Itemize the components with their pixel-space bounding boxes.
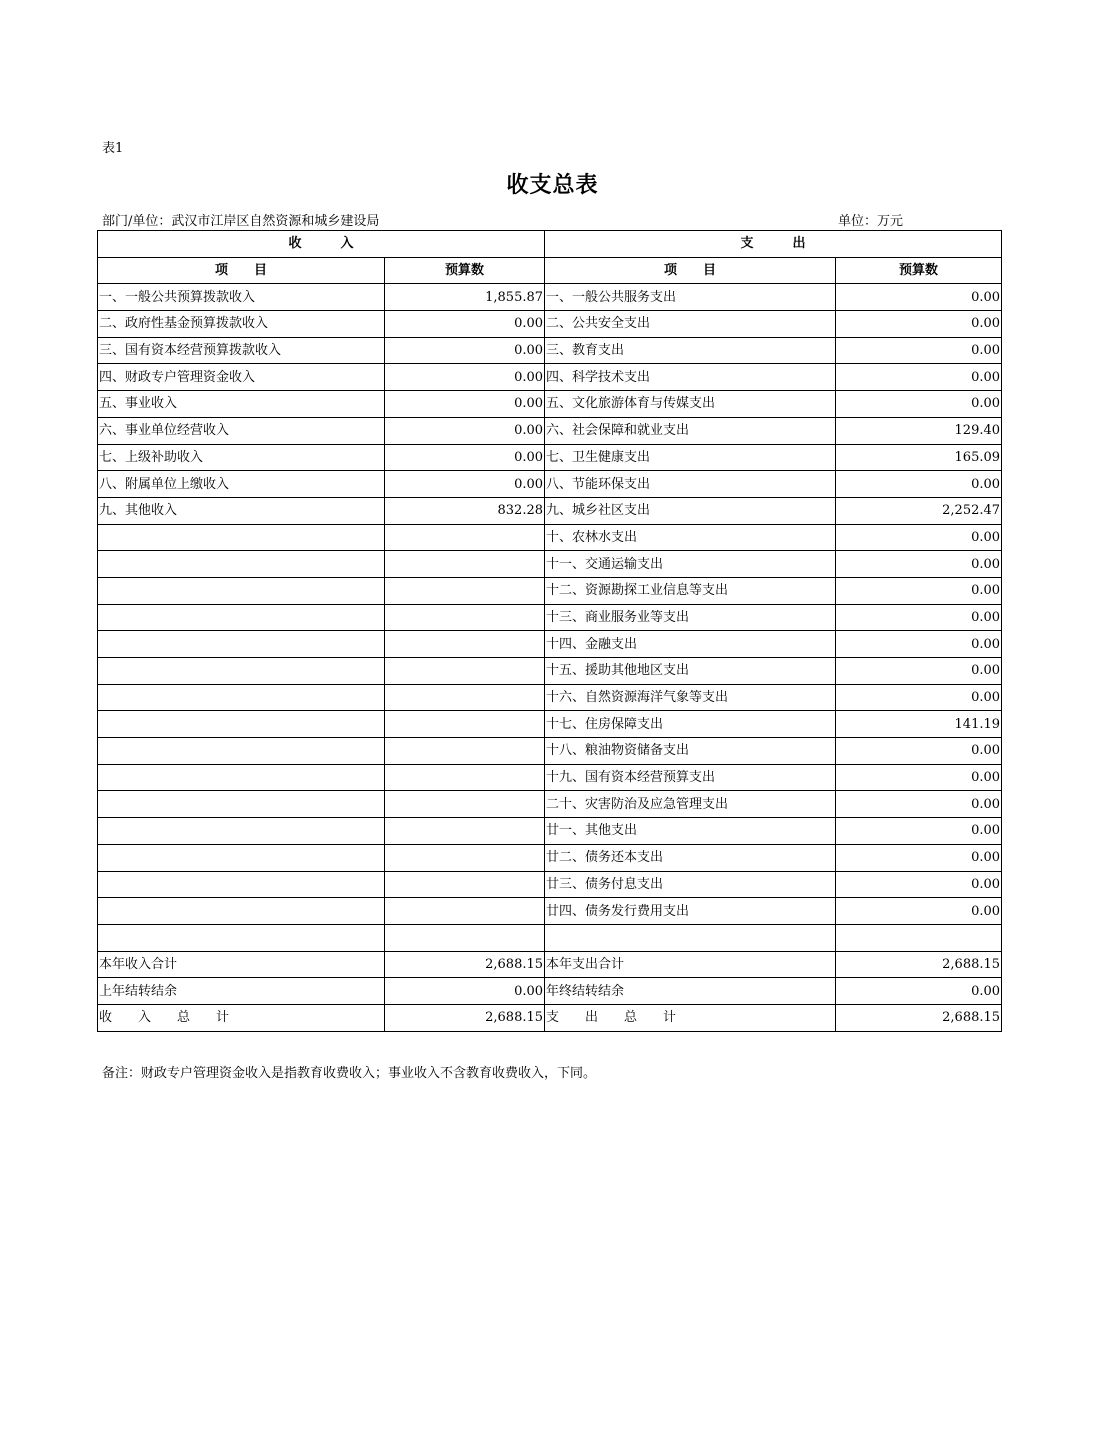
expense-item-cell: 本年支出合计 (545, 951, 836, 978)
expense-item-cell: 五、文化旅游体育与传媒支出 (545, 391, 836, 418)
expense-value-cell: 0.00 (836, 764, 1002, 791)
income-item-cell: 上年结转结余 (98, 978, 385, 1005)
expense-value-cell: 0.00 (836, 978, 1002, 1005)
expense-value-cell: 2,688.15 (836, 951, 1002, 978)
income-item-cell: 三、国有资本经营预算拨款收入 (98, 337, 385, 364)
income-value-cell (385, 898, 545, 925)
expense-item-cell: 十三、商业服务业等支出 (545, 604, 836, 631)
income-item-cell: 一、一般公共预算拨款收入 (98, 284, 385, 311)
income-value-cell: 0.00 (385, 391, 545, 418)
income-value-cell (385, 844, 545, 871)
income-item-cell: 九、其他收入 (98, 497, 385, 524)
expense-value-cell: 0.00 (836, 337, 1002, 364)
income-item-cell (98, 524, 385, 551)
expense-item-cell: 三、教育支出 (545, 337, 836, 364)
income-item-cell: 四、财政专户管理资金收入 (98, 364, 385, 391)
table-row (98, 738, 1002, 765)
expense-item-cell: 廿四、债务发行费用支出 (545, 898, 836, 925)
table-body (98, 284, 1002, 1031)
expense-value-cell: 0.00 (836, 844, 1002, 871)
table-row (98, 924, 1002, 951)
table-row (98, 631, 1002, 658)
expense-value-cell: 0.00 (836, 284, 1002, 311)
expense-item-cell: 十七、住房保障支出 (545, 711, 836, 738)
expense-item-cell: 十、农林水支出 (545, 524, 836, 551)
income-value-cell: 0.00 (385, 471, 545, 498)
expense-value-cell: 0.00 (836, 631, 1002, 658)
income-value-cell (385, 711, 545, 738)
expense-item-cell (545, 924, 836, 951)
expense-value-cell: 2,252.47 (836, 497, 1002, 524)
income-value-cell: 0.00 (385, 311, 545, 338)
income-budget-header: 预算数 (385, 257, 545, 284)
income-item-cell (98, 577, 385, 604)
expense-item-cell: 七、卫生健康支出 (545, 444, 836, 471)
expense-item-cell: 十六、自然资源海洋气象等支出 (545, 684, 836, 711)
table-row (98, 684, 1002, 711)
expense-item-cell: 六、社会保障和就业支出 (545, 417, 836, 444)
income-value-cell (385, 764, 545, 791)
income-item-cell: 本年收入合计 (98, 951, 385, 978)
income-value-cell: 0.00 (385, 337, 545, 364)
expense-item-cell: 年终结转结余 (545, 978, 836, 1005)
expense-item-cell: 一、一般公共服务支出 (545, 284, 836, 311)
footnote: 备注：财政专户管理资金收入是指教育收费收入；事业收入不含教育收费收入，下同。 (102, 1066, 597, 1081)
expense-value-cell: 0.00 (836, 311, 1002, 338)
table-row (98, 978, 1002, 1005)
table-row (98, 497, 1002, 524)
income-value-cell: 2,688.15 (385, 951, 545, 978)
expense-value-cell: 0.00 (836, 604, 1002, 631)
income-value-cell: 0.00 (385, 417, 545, 444)
expense-item-cell: 十四、金融支出 (545, 631, 836, 658)
expense-value-cell: 0.00 (836, 818, 1002, 845)
table-row (98, 284, 1002, 311)
expense-value-cell: 2,688.15 (836, 1004, 1002, 1031)
table-row (98, 444, 1002, 471)
table-row (98, 337, 1002, 364)
expense-value-cell: 0.00 (836, 684, 1002, 711)
expense-item-cell: 九、城乡社区支出 (545, 497, 836, 524)
expense-value-cell: 141.19 (836, 711, 1002, 738)
table-row (98, 844, 1002, 871)
expense-budget-header: 预算数 (836, 257, 1002, 284)
income-item-cell (98, 631, 385, 658)
income-item-header: 项 目 (98, 257, 385, 284)
income-value-cell (385, 524, 545, 551)
table-row (98, 417, 1002, 444)
income-group-header: 收 入 (98, 231, 545, 258)
income-item-cell (98, 684, 385, 711)
income-item-cell: 二、政府性基金预算拨款收入 (98, 311, 385, 338)
expense-item-cell: 八、节能环保支出 (545, 471, 836, 498)
column-header-row (98, 257, 1002, 284)
expense-value-cell: 0.00 (836, 551, 1002, 578)
income-item-cell: 八、附属单位上缴收入 (98, 471, 385, 498)
budget-summary-table (97, 230, 1002, 1032)
income-item-cell (98, 551, 385, 578)
page-title: 收支总表 (506, 173, 599, 198)
income-item-cell: 六、事业单位经营收入 (98, 417, 385, 444)
expense-item-cell: 廿一、其他支出 (545, 818, 836, 845)
income-value-cell (385, 631, 545, 658)
income-value-cell (385, 791, 545, 818)
expense-value-cell: 0.00 (836, 791, 1002, 818)
expense-group-header: 支 出 (545, 231, 1002, 258)
expense-value-cell: 0.00 (836, 524, 1002, 551)
table-row (98, 524, 1002, 551)
table-row (98, 1004, 1002, 1031)
income-item-cell (98, 764, 385, 791)
expense-item-cell: 十五、援助其他地区支出 (545, 658, 836, 685)
table-row (98, 764, 1002, 791)
income-value-cell: 832.28 (385, 497, 545, 524)
expense-item-header: 项 目 (545, 257, 836, 284)
table-row (98, 818, 1002, 845)
income-item-cell (98, 898, 385, 925)
income-item-cell (98, 658, 385, 685)
table-row (98, 658, 1002, 685)
income-item-cell (98, 818, 385, 845)
table-row (98, 364, 1002, 391)
income-value-cell (385, 924, 545, 951)
table-row (98, 711, 1002, 738)
expense-item-cell: 二十、灾害防治及应急管理支出 (545, 791, 836, 818)
income-item-cell (98, 738, 385, 765)
expense-item-cell: 十九、国有资本经营预算支出 (545, 764, 836, 791)
department-label: 部门/单位：武汉市江岸区自然资源和城乡建设局 (102, 214, 380, 229)
expense-value-cell (836, 924, 1002, 951)
unit-label: 单位：万元 (838, 214, 904, 229)
income-value-cell: 1,855.87 (385, 284, 545, 311)
income-item-cell (98, 604, 385, 631)
table-row (98, 951, 1002, 978)
expense-value-cell: 0.00 (836, 898, 1002, 925)
expense-value-cell: 0.00 (836, 577, 1002, 604)
income-value-cell (385, 577, 545, 604)
income-value-cell (385, 658, 545, 685)
expense-value-cell: 0.00 (836, 738, 1002, 765)
expense-value-cell: 0.00 (836, 471, 1002, 498)
income-item-cell: 七、上级补助收入 (98, 444, 385, 471)
table-number-label: 表1 (102, 141, 124, 156)
table-row (98, 551, 1002, 578)
income-value-cell (385, 551, 545, 578)
income-value-cell: 0.00 (385, 444, 545, 471)
income-item-cell (98, 711, 385, 738)
expense-value-cell: 0.00 (836, 871, 1002, 898)
expense-item-cell: 十二、资源勘探工业信息等支出 (545, 577, 836, 604)
income-item-cell: 收 入 总 计 (98, 1004, 385, 1031)
table-row (98, 604, 1002, 631)
income-item-cell (98, 924, 385, 951)
table-row (98, 791, 1002, 818)
table-row (98, 471, 1002, 498)
expense-item-cell: 廿三、债务付息支出 (545, 871, 836, 898)
table-row (98, 577, 1002, 604)
table-row (98, 311, 1002, 338)
income-item-cell: 五、事业收入 (98, 391, 385, 418)
income-value-cell (385, 684, 545, 711)
income-value-cell (385, 871, 545, 898)
expense-item-cell: 支 出 总 计 (545, 1004, 836, 1031)
table-row (98, 391, 1002, 418)
income-item-cell (98, 844, 385, 871)
group-header-row (98, 231, 1002, 258)
income-value-cell (385, 604, 545, 631)
income-item-cell (98, 791, 385, 818)
income-item-cell (98, 871, 385, 898)
expense-item-cell: 二、公共安全支出 (545, 311, 836, 338)
expense-value-cell: 129.40 (836, 417, 1002, 444)
expense-value-cell: 165.09 (836, 444, 1002, 471)
expense-value-cell: 0.00 (836, 364, 1002, 391)
expense-item-cell: 十八、粮油物资储备支出 (545, 738, 836, 765)
income-value-cell: 2,688.15 (385, 1004, 545, 1031)
income-value-cell: 0.00 (385, 364, 545, 391)
income-value-cell (385, 818, 545, 845)
income-value-cell: 0.00 (385, 978, 545, 1005)
expense-item-cell: 廿二、债务还本支出 (545, 844, 836, 871)
expense-item-cell: 四、科学技术支出 (545, 364, 836, 391)
table-row (98, 898, 1002, 925)
table-row (98, 871, 1002, 898)
expense-value-cell: 0.00 (836, 658, 1002, 685)
income-value-cell (385, 738, 545, 765)
expense-item-cell: 十一、交通运输支出 (545, 551, 836, 578)
expense-value-cell: 0.00 (836, 391, 1002, 418)
